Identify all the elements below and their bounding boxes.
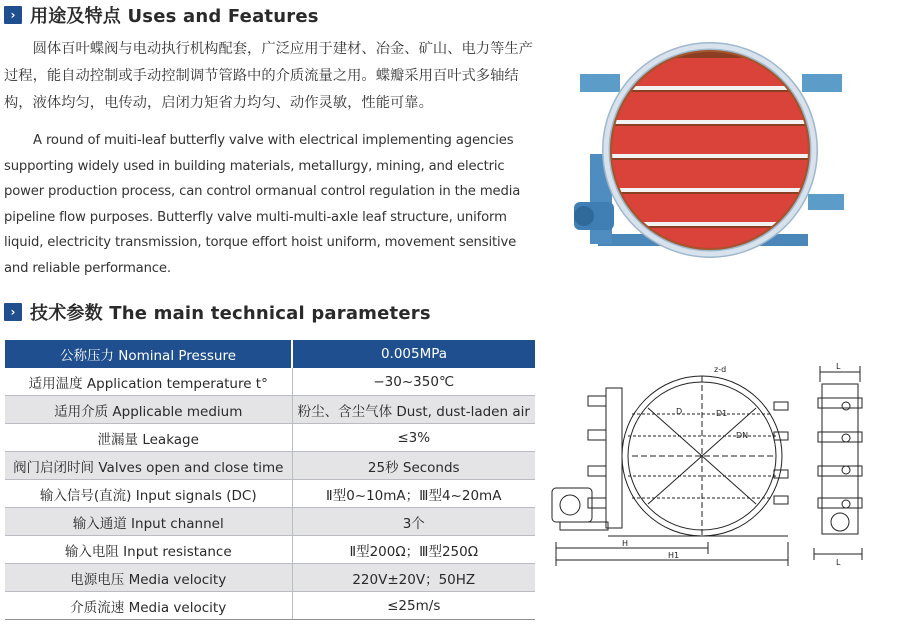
dim-d: D [676, 407, 683, 416]
param-value: Ⅱ型200Ω；Ⅲ型250Ω [292, 536, 535, 564]
param-label: 适用温度 Application temperature t° [5, 368, 292, 396]
table-header-row [5, 340, 535, 368]
param-value: ≤3% [292, 424, 535, 452]
param-label: 输入通道 Input channel [5, 508, 292, 536]
dim-h: H [622, 539, 629, 548]
dim-dn: DN [736, 431, 749, 440]
param-label: 输入信号(直流) Input signals (DC) [5, 480, 292, 508]
table-row [5, 536, 535, 564]
table-row [5, 508, 535, 536]
uses-section-title [4, 3, 319, 27]
table-row [5, 368, 535, 396]
params-title: 技术参数 The main technical parameters [30, 303, 431, 324]
param-value: 25秒 Seconds [292, 452, 535, 480]
uses-title: 用途及特点 Uses and Features [30, 6, 319, 27]
param-value: 3个 [292, 508, 535, 536]
dim-l-top: L [836, 362, 841, 371]
param-value: ≤25m/s [292, 592, 535, 620]
table-row [5, 424, 535, 452]
param-label: 阀门启闭时间 Valves open and close time [5, 452, 292, 480]
param-label: 适用介质 Applicable medium [5, 396, 292, 424]
param-label: 输入电阻 Input resistance [5, 536, 292, 564]
param-label: 介质流速 Media velocity [5, 592, 292, 620]
param-value: −30~350℃ [292, 368, 535, 396]
technical-drawing [548, 358, 888, 570]
params-section-title [4, 300, 431, 324]
param-value: 220V±20V；50HZ [292, 564, 535, 592]
table-row [5, 564, 535, 592]
param-label: 电源电压 Media velocity [5, 564, 292, 592]
dim-l-bottom: L [836, 558, 841, 567]
param-label: 泄漏量 Leakage [5, 424, 292, 452]
dim-z-d: z-d [714, 365, 727, 374]
param-value: Ⅱ型0~10mA；Ⅲ型4~20mA [292, 480, 535, 508]
description-english: A round of muiti-leaf butterfly valve with electrical implementing agencies supporting widely used in building materials, metallurgy, mining, and electric power production process, can control ormanual control regulation in the media pipeline flow purposes. Butterfly valve multi-multi-axle leaf structure, uniform liquid, electricity transmission, torque effort hoist uniform, movement sensitive and reliable performance. [4, 133, 521, 276]
butterfly-valve-photo [570, 34, 850, 266]
dim-d1: D1 [716, 409, 728, 418]
chevron-right-icon: › [4, 303, 22, 321]
param-label: 公称压力 Nominal Pressure [5, 340, 292, 368]
parameter-table [5, 340, 535, 620]
description-chinese: 圆体百叶蝶阀与电动执行机构配套，广泛应用于建材、冶金、矿山、电力等生产过程，能自动控制或手动控制调节管路中的介质流量之用。蝶瓣采用百叶式多轴结构，液体均匀，电传动，启闭力矩省力均匀、动作灵敏，性能可靠。 [4, 41, 533, 111]
table-row [5, 592, 535, 620]
dim-h1: H1 [668, 551, 680, 560]
param-value: 粉尘、含尘气体 Dust, dust-laden air [292, 396, 535, 424]
table-row [5, 480, 535, 508]
table-row [5, 452, 535, 480]
table-row [5, 396, 535, 424]
chevron-right-icon: › [4, 6, 22, 24]
param-value: 0.005MPa [292, 340, 535, 368]
